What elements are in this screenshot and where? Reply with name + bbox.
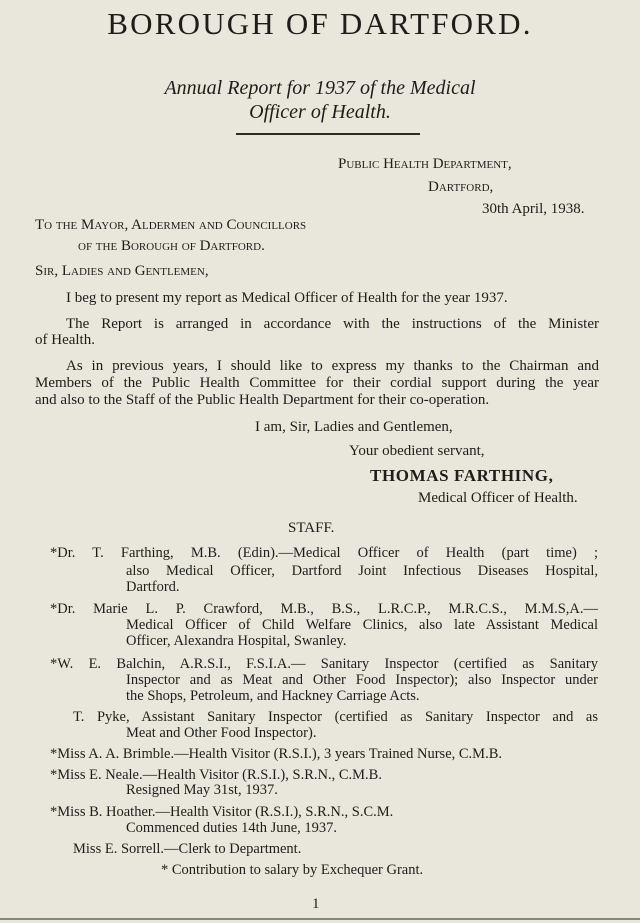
paragraph-2-line1: The Report is arranged in accordance with the instructions of the Minister [66, 316, 599, 332]
signature-role: Medical Officer of Health. [418, 490, 578, 506]
paragraph-3-line1: As in previous years, I should like to express my thanks to the Chairman and [66, 358, 599, 374]
staff-entry-line: Dartford. [126, 579, 180, 595]
staff-entry-line: *Miss B. Hoather.—Health Visitor (R.S.I.), S.R.N., S.C.M. [50, 804, 394, 820]
staff-entry-line: Resigned May 31st, 1937. [126, 782, 278, 798]
page-edge-line [0, 918, 640, 920]
staff-entry-line: *Dr. Marie L. P. Crawford, M.B., B.S., L.R.C.P., M.R.C.S., M.M.S,A.— [50, 601, 598, 617]
staff-entry-line: Miss E. Sorrell.—Clerk to Department. [73, 841, 302, 857]
staff-entry-line: Inspector and as Meat and Other Food Inspector); also Inspector under [126, 672, 598, 688]
staff-entry-line: Medical Officer of Child Welfare Clinics, also late Assistant Medical [126, 617, 598, 633]
staff-entry-line: Meat and Other Food Inspector). [126, 725, 317, 741]
addressee-line1: To the Mayor, Aldermen and Councillors [35, 217, 307, 233]
paragraph-3-line2: Members of the Public Health Committee for their cordial support during the year [35, 375, 599, 391]
paragraph-1: I beg to present my report as Medical Officer of Health for the year 1937. [66, 290, 508, 306]
page-title: BOROUGH OF DARTFORD. [107, 6, 533, 41]
staff-entry-line: also Medical Officer, Dartford Joint Infectious Diseases Hospital, [126, 563, 598, 579]
date-line: 30th April, 1938. [482, 201, 585, 217]
valediction: Your obedient servant, [349, 443, 485, 459]
closing-line: I am, Sir, Ladies and Gentlemen, [255, 419, 453, 435]
staff-entry-line: Commenced duties 14th June, 1937. [126, 820, 338, 836]
staff-entry-line: T. Pyke, Assistant Sanitary Inspector (certified as Sanitary Inspector and as [73, 709, 598, 725]
paragraph-3-line3: and also to the Staff of the Public Health Department for their co-operation. [35, 392, 490, 408]
town-line: Dartford, [428, 179, 494, 195]
report-subtitle-line1: Annual Report for 1937 of the Medical [164, 77, 476, 99]
addressee-line2: of the Borough of Dartford. [78, 238, 265, 254]
staff-entry-line: *Dr. T. Farthing, M.B. (Edin).—Medical Officer of Health (part time) ; [50, 545, 598, 561]
greeting: Sir, Ladies and Gentlemen, [35, 263, 209, 279]
staff-entry-line: Officer, Alexandra Hospital, Swanley. [126, 633, 347, 649]
staff-footnote: * Contribution to salary by Exchequer Grant. [161, 862, 424, 878]
department-line: Public Health Department, [338, 156, 512, 172]
signature-name: THOMAS FARTHING, [370, 466, 554, 485]
staff-entry-line: the Shops, Petroleum, and Hackney Carriage Acts. [126, 688, 420, 704]
staff-heading: STAFF. [288, 520, 335, 536]
staff-entry-line: *W. E. Balchin, A.R.S.I., F.S.I.A.— Sanitary Inspector (certified as Sanitary [50, 656, 598, 672]
page-number: 1 [312, 896, 320, 912]
title-divider [236, 133, 420, 135]
report-subtitle-line2: Officer of Health. [249, 101, 391, 123]
staff-entry-line: *Miss E. Neale.—Health Visitor (R.S.I.), S.R.N., C.M.B. [50, 767, 382, 783]
staff-entry-line: *Miss A. A. Brimble.—Health Visitor (R.S.I.), 3 years Trained Nurse, C.M.B. [50, 746, 502, 762]
paragraph-2-line2: of Health. [35, 332, 95, 348]
